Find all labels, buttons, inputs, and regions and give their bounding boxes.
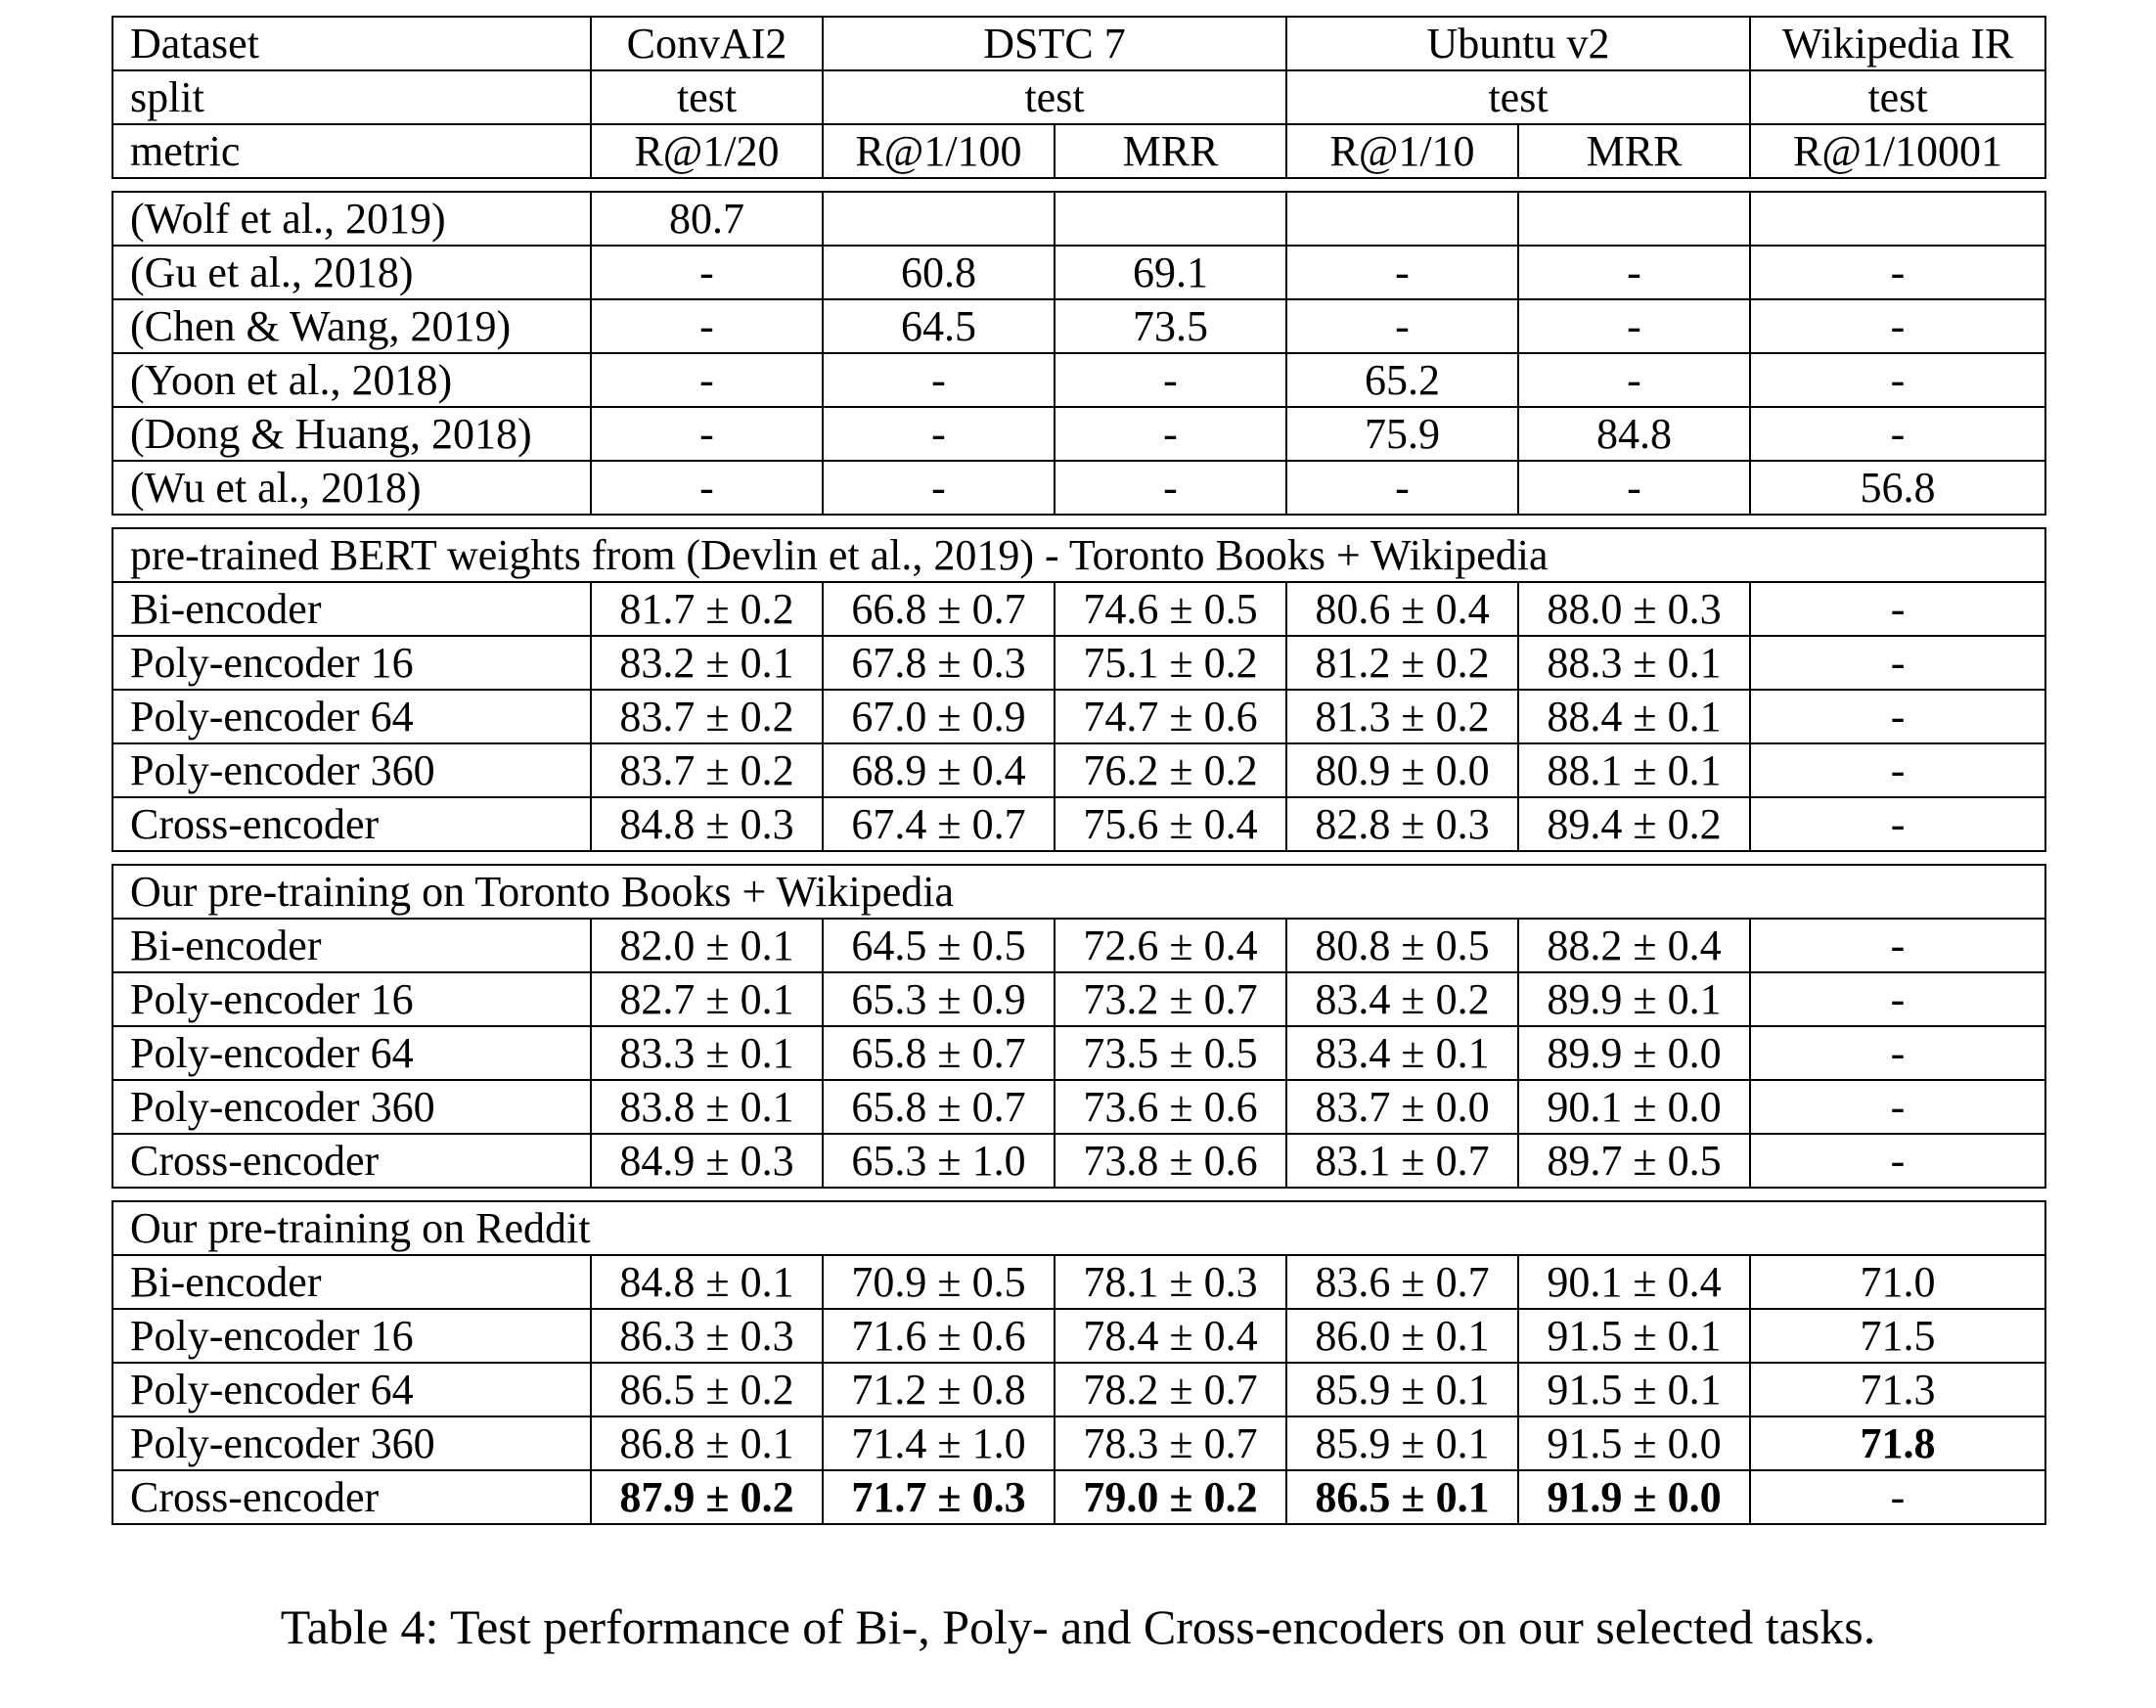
result-cell: - bbox=[1750, 743, 2045, 797]
header-metric: R@1/100 bbox=[823, 124, 1055, 178]
result-cell: 71.4 ± 1.0 bbox=[823, 1416, 1055, 1470]
table-row bbox=[112, 1470, 2045, 1524]
table-row bbox=[112, 1080, 2045, 1134]
result-cell: - bbox=[1750, 690, 2045, 743]
section-title: Our pre-training on Toronto Books + Wikipedia bbox=[112, 865, 2045, 919]
result-cell: - bbox=[1286, 461, 1518, 515]
result-cell: 66.8 ± 0.7 bbox=[823, 582, 1055, 636]
result-cell: 78.2 ± 0.7 bbox=[1055, 1363, 1286, 1416]
result-cell: 74.7 ± 0.6 bbox=[1055, 690, 1286, 743]
table-row bbox=[112, 636, 2045, 690]
result-cell: 89.9 ± 0.1 bbox=[1518, 972, 1750, 1026]
result-cell: 80.7 bbox=[591, 192, 823, 246]
result-cell: 56.8 bbox=[1750, 461, 2045, 515]
section-title-row bbox=[112, 865, 2045, 919]
result-cell: - bbox=[823, 353, 1055, 407]
result-cell: - bbox=[591, 246, 823, 299]
table-caption: Table 4: Test performance of Bi-, Poly- and Cross-encoders on our selected tasks. bbox=[280, 1599, 1876, 1654]
row-label: Cross-encoder bbox=[112, 1470, 591, 1524]
result-cell: - bbox=[1750, 919, 2045, 972]
result-cell: 68.9 ± 0.4 bbox=[823, 743, 1055, 797]
result-cell: 72.6 ± 0.4 bbox=[1055, 919, 1286, 972]
result-cell: 86.5 ± 0.2 bbox=[591, 1363, 823, 1416]
result-cell: 82.7 ± 0.1 bbox=[591, 972, 823, 1026]
row-label: (Wolf et al., 2019) bbox=[112, 192, 591, 246]
row-label: (Dong & Huang, 2018) bbox=[112, 407, 591, 461]
result-cell: - bbox=[1750, 582, 2045, 636]
header-split-ubuntu: test bbox=[1286, 70, 1750, 124]
result-cell: 73.2 ± 0.7 bbox=[1055, 972, 1286, 1026]
result-cell: 84.8 ± 0.1 bbox=[591, 1255, 823, 1309]
header-dataset-wikipedia: Wikipedia IR bbox=[1750, 17, 2045, 70]
result-cell bbox=[823, 192, 1055, 246]
result-cell bbox=[1518, 192, 1750, 246]
result-cell: 88.0 ± 0.3 bbox=[1518, 582, 1750, 636]
result-cell: 86.5 ± 0.1 bbox=[1286, 1470, 1518, 1524]
table-row bbox=[112, 299, 2045, 353]
result-cell: 86.3 ± 0.3 bbox=[591, 1309, 823, 1363]
section-block-our-reddit bbox=[112, 1200, 2046, 1525]
header-metric: R@1/10001 bbox=[1750, 124, 2045, 178]
table-row bbox=[112, 1255, 2045, 1309]
result-cell: 83.4 ± 0.1 bbox=[1286, 1026, 1518, 1080]
header-split-wikipedia: test bbox=[1750, 70, 2045, 124]
result-cell: - bbox=[1750, 1134, 2045, 1188]
row-label: Bi-encoder bbox=[112, 1255, 591, 1309]
result-cell: 84.8 bbox=[1518, 407, 1750, 461]
row-label: Poly-encoder 64 bbox=[112, 1026, 591, 1080]
table-row bbox=[112, 246, 2045, 299]
row-label: Bi-encoder bbox=[112, 582, 591, 636]
table-row bbox=[112, 919, 2045, 972]
results-table bbox=[112, 16, 2044, 1525]
result-cell: 75.6 ± 0.4 bbox=[1055, 797, 1286, 851]
row-label: Poly-encoder 16 bbox=[112, 1309, 591, 1363]
result-cell: - bbox=[1055, 353, 1286, 407]
result-cell: - bbox=[1750, 1080, 2045, 1134]
result-cell: 64.5 bbox=[823, 299, 1055, 353]
row-label: Cross-encoder bbox=[112, 1134, 591, 1188]
result-cell: 87.9 ± 0.2 bbox=[591, 1470, 823, 1524]
result-cell: 81.7 ± 0.2 bbox=[591, 582, 823, 636]
result-cell: 82.0 ± 0.1 bbox=[591, 919, 823, 972]
result-cell: 60.8 bbox=[823, 246, 1055, 299]
row-label: Bi-encoder bbox=[112, 919, 591, 972]
table-row bbox=[112, 192, 2045, 246]
row-label: Poly-encoder 360 bbox=[112, 1416, 591, 1470]
result-cell: 65.2 bbox=[1286, 353, 1518, 407]
result-cell: 79.0 ± 0.2 bbox=[1055, 1470, 1286, 1524]
result-cell: - bbox=[591, 353, 823, 407]
result-cell: 80.8 ± 0.5 bbox=[1286, 919, 1518, 972]
result-cell: 83.4 ± 0.2 bbox=[1286, 972, 1518, 1026]
result-cell: 71.3 bbox=[1750, 1363, 2045, 1416]
result-cell: 64.5 ± 0.5 bbox=[823, 919, 1055, 972]
result-cell: 71.0 bbox=[1750, 1255, 2045, 1309]
result-cell: - bbox=[823, 407, 1055, 461]
header-row-dataset bbox=[112, 17, 2045, 70]
result-cell: 71.8 bbox=[1750, 1416, 2045, 1470]
result-cell: 67.0 ± 0.9 bbox=[823, 690, 1055, 743]
result-cell: - bbox=[1750, 246, 2045, 299]
header-row-metric bbox=[112, 124, 2045, 178]
result-cell: - bbox=[1750, 972, 2045, 1026]
result-cell bbox=[1286, 192, 1518, 246]
table-row bbox=[112, 353, 2045, 407]
result-cell: 84.8 ± 0.3 bbox=[591, 797, 823, 851]
result-cell bbox=[1750, 192, 2045, 246]
row-label: (Chen & Wang, 2019) bbox=[112, 299, 591, 353]
result-cell: 83.7 ± 0.2 bbox=[591, 690, 823, 743]
section-title-row bbox=[112, 1201, 2045, 1255]
result-cell: 88.4 ± 0.1 bbox=[1518, 690, 1750, 743]
table-row bbox=[112, 1363, 2045, 1416]
row-label: Poly-encoder 64 bbox=[112, 690, 591, 743]
result-cell: - bbox=[1750, 1470, 2045, 1524]
result-cell: 65.3 ± 0.9 bbox=[823, 972, 1055, 1026]
result-cell: 67.4 ± 0.7 bbox=[823, 797, 1055, 851]
result-cell: 71.7 ± 0.3 bbox=[823, 1470, 1055, 1524]
section-title: pre-trained BERT weights from (Devlin et al., 2019) - Toronto Books + Wikipedia bbox=[112, 528, 2045, 582]
result-cell: - bbox=[1750, 407, 2045, 461]
result-cell bbox=[1055, 192, 1286, 246]
result-cell: 75.1 ± 0.2 bbox=[1055, 636, 1286, 690]
result-cell: 83.8 ± 0.1 bbox=[591, 1080, 823, 1134]
result-cell: 73.6 ± 0.6 bbox=[1055, 1080, 1286, 1134]
result-cell: 90.1 ± 0.4 bbox=[1518, 1255, 1750, 1309]
result-cell: 82.8 ± 0.3 bbox=[1286, 797, 1518, 851]
row-label: (Wu et al., 2018) bbox=[112, 461, 591, 515]
result-cell: 85.9 ± 0.1 bbox=[1286, 1363, 1518, 1416]
result-cell: 74.6 ± 0.5 bbox=[1055, 582, 1286, 636]
row-label: Poly-encoder 360 bbox=[112, 743, 591, 797]
row-label: Poly-encoder 360 bbox=[112, 1080, 591, 1134]
header-metric-label: metric bbox=[112, 124, 591, 178]
header-metric: R@1/20 bbox=[591, 124, 823, 178]
result-cell: 73.5 bbox=[1055, 299, 1286, 353]
result-cell: - bbox=[1286, 246, 1518, 299]
result-cell: 91.5 ± 0.1 bbox=[1518, 1309, 1750, 1363]
section-block-our-toronto bbox=[112, 864, 2046, 1189]
result-cell: 73.8 ± 0.6 bbox=[1055, 1134, 1286, 1188]
result-cell: 78.3 ± 0.7 bbox=[1055, 1416, 1286, 1470]
header-metric: MRR bbox=[1518, 124, 1750, 178]
result-cell: 83.6 ± 0.7 bbox=[1286, 1255, 1518, 1309]
result-cell: 81.3 ± 0.2 bbox=[1286, 690, 1518, 743]
table-header bbox=[112, 16, 2046, 179]
result-cell: - bbox=[591, 461, 823, 515]
result-cell: 86.8 ± 0.1 bbox=[591, 1416, 823, 1470]
result-cell: - bbox=[1286, 299, 1518, 353]
table-row bbox=[112, 407, 2045, 461]
header-dataset-ubuntu: Ubuntu v2 bbox=[1286, 17, 1750, 70]
section-title: Our pre-training on Reddit bbox=[112, 1201, 2045, 1255]
section-title-row bbox=[112, 528, 2045, 582]
result-cell: 90.1 ± 0.0 bbox=[1518, 1080, 1750, 1134]
row-label: Cross-encoder bbox=[112, 797, 591, 851]
result-cell: 83.7 ± 0.0 bbox=[1286, 1080, 1518, 1134]
result-cell: - bbox=[591, 299, 823, 353]
result-cell: 89.9 ± 0.0 bbox=[1518, 1026, 1750, 1080]
table-row bbox=[112, 461, 2045, 515]
header-metric: R@1/10 bbox=[1286, 124, 1518, 178]
result-cell: 85.9 ± 0.1 bbox=[1286, 1416, 1518, 1470]
result-cell: 71.5 bbox=[1750, 1309, 2045, 1363]
result-cell: 83.1 ± 0.7 bbox=[1286, 1134, 1518, 1188]
row-label: Poly-encoder 64 bbox=[112, 1363, 591, 1416]
result-cell: 89.4 ± 0.2 bbox=[1518, 797, 1750, 851]
result-cell: 88.1 ± 0.1 bbox=[1518, 743, 1750, 797]
result-cell: - bbox=[1750, 299, 2045, 353]
result-cell: 65.3 ± 1.0 bbox=[823, 1134, 1055, 1188]
result-cell: - bbox=[1518, 299, 1750, 353]
table-row bbox=[112, 1026, 2045, 1080]
table-row bbox=[112, 1134, 2045, 1188]
result-cell: 73.5 ± 0.5 bbox=[1055, 1026, 1286, 1080]
result-cell: - bbox=[1750, 797, 2045, 851]
result-cell: 88.3 ± 0.1 bbox=[1518, 636, 1750, 690]
result-cell: 71.6 ± 0.6 bbox=[823, 1309, 1055, 1363]
result-cell: 76.2 ± 0.2 bbox=[1055, 743, 1286, 797]
table-row bbox=[112, 1416, 2045, 1470]
result-cell: 86.0 ± 0.1 bbox=[1286, 1309, 1518, 1363]
header-split-label: split bbox=[112, 70, 591, 124]
result-cell: 75.9 bbox=[1286, 407, 1518, 461]
table-row bbox=[112, 690, 2045, 743]
result-cell: - bbox=[1750, 353, 2045, 407]
result-cell: 91.5 ± 0.0 bbox=[1518, 1416, 1750, 1470]
result-cell: - bbox=[1055, 461, 1286, 515]
header-split-convai2: test bbox=[591, 70, 823, 124]
table-row bbox=[112, 797, 2045, 851]
header-row-split bbox=[112, 70, 2045, 124]
table-row bbox=[112, 1309, 2045, 1363]
prior-work-block bbox=[112, 191, 2046, 516]
table-row bbox=[112, 582, 2045, 636]
header-dataset-dstc7: DSTC 7 bbox=[823, 17, 1286, 70]
result-cell: 83.7 ± 0.2 bbox=[591, 743, 823, 797]
header-metric: MRR bbox=[1055, 124, 1286, 178]
result-cell: 83.2 ± 0.1 bbox=[591, 636, 823, 690]
row-label: (Gu et al., 2018) bbox=[112, 246, 591, 299]
result-cell: - bbox=[1750, 1026, 2045, 1080]
result-cell: - bbox=[823, 461, 1055, 515]
section-block-bert bbox=[112, 527, 2046, 852]
result-cell: 78.1 ± 0.3 bbox=[1055, 1255, 1286, 1309]
result-cell: 81.2 ± 0.2 bbox=[1286, 636, 1518, 690]
row-label: (Yoon et al., 2018) bbox=[112, 353, 591, 407]
result-cell: 83.3 ± 0.1 bbox=[591, 1026, 823, 1080]
result-cell: 91.9 ± 0.0 bbox=[1518, 1470, 1750, 1524]
result-cell: 89.7 ± 0.5 bbox=[1518, 1134, 1750, 1188]
result-cell: 70.9 ± 0.5 bbox=[823, 1255, 1055, 1309]
header-dataset-convai2: ConvAI2 bbox=[591, 17, 823, 70]
row-label: Poly-encoder 16 bbox=[112, 972, 591, 1026]
result-cell: 80.9 ± 0.0 bbox=[1286, 743, 1518, 797]
header-dataset-label: Dataset bbox=[112, 17, 591, 70]
result-cell: - bbox=[1518, 246, 1750, 299]
result-cell: - bbox=[1055, 407, 1286, 461]
result-cell: 65.8 ± 0.7 bbox=[823, 1080, 1055, 1134]
header-split-dstc7: test bbox=[823, 70, 1286, 124]
row-label: Poly-encoder 16 bbox=[112, 636, 591, 690]
result-cell: 67.8 ± 0.3 bbox=[823, 636, 1055, 690]
result-cell: 84.9 ± 0.3 bbox=[591, 1134, 823, 1188]
result-cell: 80.6 ± 0.4 bbox=[1286, 582, 1518, 636]
result-cell: - bbox=[1518, 353, 1750, 407]
result-cell: 71.2 ± 0.8 bbox=[823, 1363, 1055, 1416]
result-cell: - bbox=[1518, 461, 1750, 515]
table-row bbox=[112, 743, 2045, 797]
result-cell: 69.1 bbox=[1055, 246, 1286, 299]
table-row bbox=[112, 972, 2045, 1026]
result-cell: 78.4 ± 0.4 bbox=[1055, 1309, 1286, 1363]
result-cell: 88.2 ± 0.4 bbox=[1518, 919, 1750, 972]
result-cell: 65.8 ± 0.7 bbox=[823, 1026, 1055, 1080]
result-cell: 91.5 ± 0.1 bbox=[1518, 1363, 1750, 1416]
result-cell: - bbox=[1750, 636, 2045, 690]
result-cell: - bbox=[591, 407, 823, 461]
